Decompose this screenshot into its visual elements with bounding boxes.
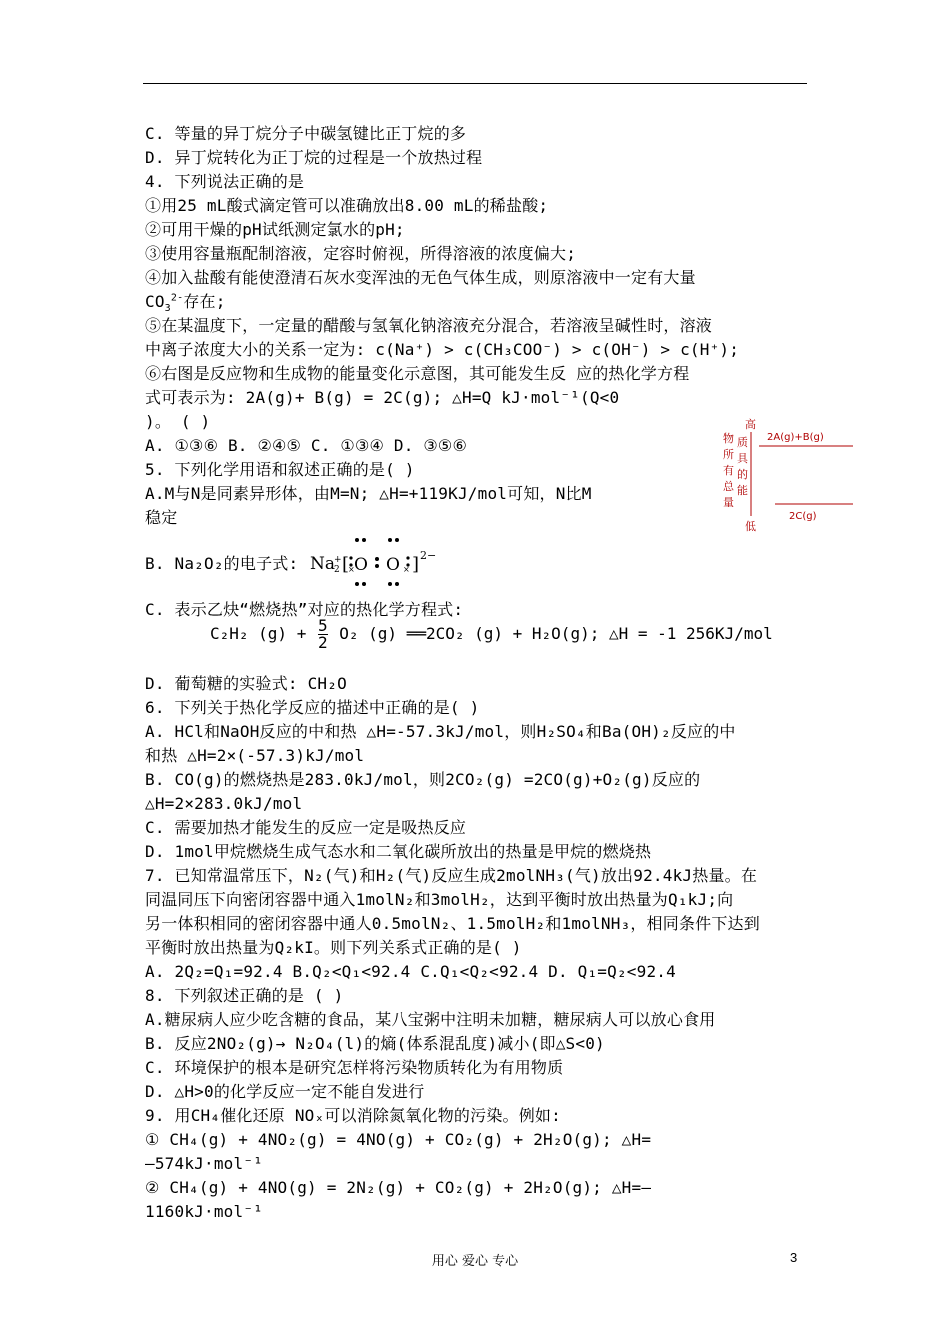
carbonate-tail: 存在;	[183, 292, 226, 311]
ylabel-6: 的	[737, 468, 748, 481]
option-b-q6: B. CO(g)的燃烧热是283.0kJ/mol，则2CO₂(g) =2CO(g)+O₂(g)反应的	[145, 770, 701, 789]
ylabel-9: 量	[723, 496, 734, 509]
question-5: 5. 下列化学用语和叙述正确的是( )	[145, 460, 415, 479]
svg-text:2: 2	[334, 565, 340, 575]
carbonate-formula: CO	[145, 292, 165, 311]
option-d-q3: D. 异丁烷转化为正丁烷的过程是一个放热过程	[145, 148, 483, 167]
statement-2: ②可用干燥的pH试纸测定氯水的pH;	[145, 220, 405, 239]
svg-text:]: ]	[412, 554, 420, 575]
reactants-label: 2A(g)+B(g)	[767, 432, 824, 443]
question-7-options: A. 2Q₂=Q₁=92.4 B.Q₂<Q₁<92.4 C.Q₁<Q₂<92.4 D. Q₁=Q₂<92.4	[145, 962, 676, 981]
svg-text:2−: 2−	[420, 549, 437, 562]
reaction-2-dh: 1160kJ·mol⁻¹	[145, 1202, 263, 1221]
ylabel-2: 质	[737, 436, 748, 449]
page-number: 3	[790, 1250, 798, 1265]
option-d-q8: D. △H>0的化学反应一定不能自发进行	[145, 1082, 425, 1101]
option-a-q5: A.M与N是同素异形体，由M=N; △H=+119KJ/mol可知，N比M	[145, 484, 592, 503]
electron-formula	[308, 532, 458, 590]
fraction-numerator: 5	[317, 616, 328, 635]
question-4: 4. 下列说法正确的是	[145, 172, 305, 191]
energy-diagram	[715, 418, 855, 534]
option-c-q3: C. 等量的异丁烷分子中碳氢键比正丁烷的多	[145, 124, 467, 143]
option-c-q5: C. 表示乙炔“燃烧热”对应的热化学方程式:	[145, 600, 464, 619]
question-6: 6. 下列关于热化学反应的描述中正确的是( )	[145, 698, 480, 717]
statement-3: ③使用容量瓶配制溶液，定容时俯视，所得溶液的浓度偏大;	[145, 244, 577, 263]
option-a-q6: A. HCl和NaOH反应的中和热 △H=-57.3kJ/mol，则H₂SO₄和Ba(OH)₂反应的中	[145, 722, 736, 741]
equation-left: C₂H₂ (g) +	[210, 624, 307, 643]
question-7-cont-1: 同温同压下向密闭容器中通入1molN₂和3molH₂，达到平衡时放出热量为Q₁kJ;向	[145, 890, 734, 909]
option-b-label: B. Na₂O₂的电子式:	[145, 554, 299, 573]
ylabel-5: 有	[723, 464, 734, 477]
statement-5-cont: 中离子浓度大小的关系一定为: c(Na⁺) > c(CH₃COO⁻) > c(OH⁻) > c(H⁺);	[145, 340, 740, 359]
footer-text: 用心 爱心 专心	[431, 1254, 519, 1269]
ylabel-3: 所	[723, 448, 734, 461]
option-a-q5-cont: 稳定	[145, 508, 178, 527]
option-c-q8: C. 环境保护的根本是研究怎样将污染物质转化为有用物质	[145, 1058, 564, 1077]
option-b-q6-cont: △H=2×283.0kJ/mol	[145, 794, 303, 813]
svg-text:×: ×	[403, 565, 410, 574]
option-a-q8: A.糖尿病人应少吃含糖的食品，某八宝粥中注明未加糖，糖尿病人可以放心食用	[145, 1010, 716, 1029]
statement-6-end: )。 ( )	[145, 412, 211, 431]
equation-right: O₂ (g) ══2CO₂ (g) + H₂O(g); △H = -1 256KJ/mol	[339, 624, 773, 643]
reaction-1: ① CH₄(g) + 4NO₂(g) = 4NO(g) + CO₂(g) + 2H₂O(g); △H=	[145, 1130, 652, 1149]
option-a-q6-cont: 和热 △H=2×(-57.3)kJ/mol	[145, 746, 365, 765]
svg-text:Na: Na	[310, 554, 336, 574]
option-d-q6: D. 1mol甲烷燃烧生成气态水和二氧化碳所放出的热量是甲烷的燃烧热	[145, 842, 652, 861]
ylabel-4: 具	[737, 452, 748, 465]
question-7-cont-2: 另一体积相同的密闭容器中通人0.5molN₂、1.5molH₂和1molNH₃，相同条件下达到	[145, 914, 760, 933]
ylabel-7: 总	[723, 480, 734, 493]
svg-text:×: ×	[348, 565, 355, 574]
reaction-1-dh: —574kJ·mol⁻¹	[145, 1154, 263, 1173]
option-d-q5: D. 葡萄糖的实验式: CH₂O	[145, 674, 347, 693]
option-b-q5	[145, 554, 298, 574]
statement-6: ⑥右图是反应物和生成物的能量变化示意图，其可能发生反 应的热化学方程	[145, 364, 690, 383]
statement-6-cont: 式可表示为: 2A(g)+ B(g) = 2C(g); △H=Q kJ·mol⁻¹(Q<0	[145, 388, 620, 407]
svg-text:+: +	[334, 555, 342, 565]
question-9: 9. 用CH₄催化还原 NOₓ可以消除氮氧化物的污染。例如:	[145, 1106, 561, 1125]
fraction-denominator: 2	[317, 633, 328, 652]
statement-4-cont: $CO_3^{2-}$存在;	[145, 292, 226, 315]
svg-text:O: O	[354, 555, 368, 575]
reaction-2: ② CH₄(g) + 4NO(g) = 2N₂(g) + CO₂(g) + 2H₂O(g); △H=—	[145, 1178, 652, 1197]
option-c-q6: C. 需要加热才能发生的反应一定是吸热反应	[145, 818, 467, 837]
header-rule	[143, 83, 807, 84]
label-high: 高	[745, 418, 756, 431]
svg-text:[: [	[342, 554, 350, 575]
ylabel-1: 物	[723, 432, 734, 445]
fraction	[318, 618, 328, 651]
question-4-options: A. ①③⑥ B. ②④⑤ C. ①③④ D. ③⑤⑥	[145, 436, 468, 455]
label-low: 低	[745, 520, 756, 533]
statement-4: ④加入盐酸有能使澄清石灰水变浑浊的无色气体生成，则原溶液中一定有大量	[145, 268, 696, 287]
question-8: 8. 下列叙述正确的是 ( )	[145, 986, 344, 1005]
acetylene-equation	[210, 618, 773, 651]
statement-1: ①用25 mL酸式滴定管可以准确放出8.00 mL的稀盐酸;	[145, 196, 549, 215]
svg-text:O: O	[386, 555, 400, 575]
question-7-cont-3: 平衡时放出热量为Q₂kI。则下列关系式正确的是( )	[145, 938, 522, 957]
products-label: 2C(g)	[789, 511, 817, 522]
ylabel-8: 能	[737, 484, 748, 497]
option-b-q8: B. 反应2NO₂(g)→ N₂O₄(l)的熵(体系混乱度)减小(即△S<0)	[145, 1034, 605, 1053]
statement-5: ⑤在某温度下，一定量的醋酸与氢氧化钠溶液充分混合，若溶液呈碱性时，溶液	[145, 316, 713, 335]
question-7: 7. 已知常温常压下，N₂(气)和H₂(气)反应生成2molNH₃(气)放出92.4kJ热量。在	[145, 866, 758, 885]
